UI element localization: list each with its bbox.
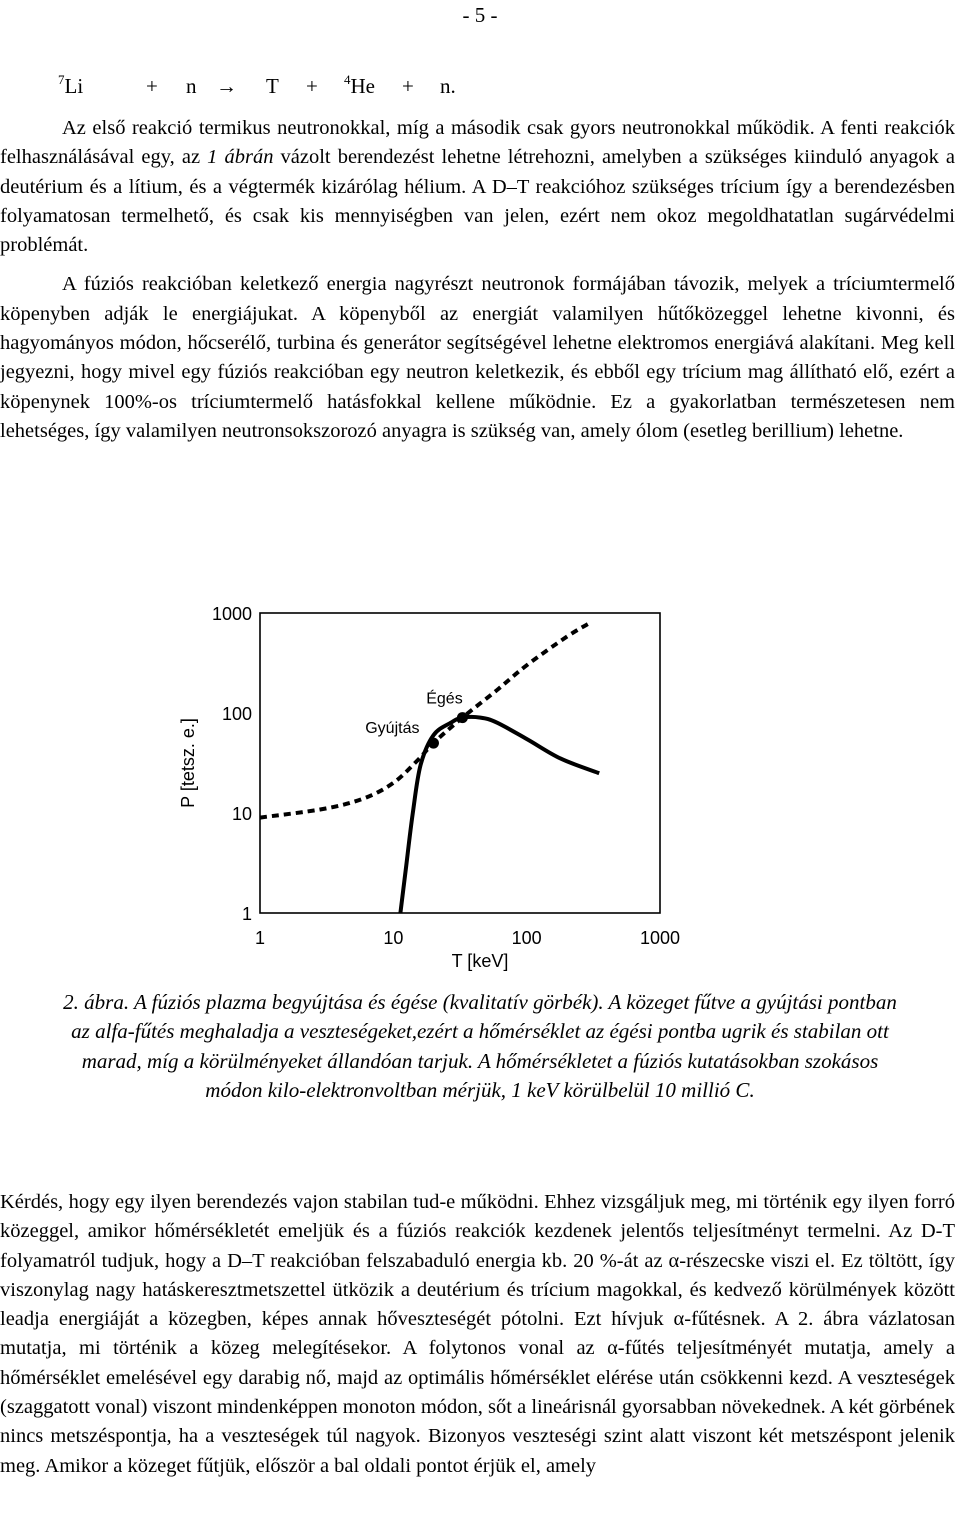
y-tick-label: 10 bbox=[231, 804, 252, 824]
helium-symbol: He bbox=[350, 74, 375, 98]
x-tick-label: 1 bbox=[254, 928, 266, 948]
nuclear-reaction-equation bbox=[58, 72, 456, 99]
lithium-symbol: Li bbox=[64, 74, 84, 98]
reaction-arrow: → bbox=[216, 74, 237, 98]
intersection-point-marker bbox=[457, 712, 468, 723]
ignition-burn-chart bbox=[150, 580, 750, 980]
page-number: - 5 - bbox=[462, 3, 498, 27]
burn-label: Égés bbox=[426, 690, 463, 708]
paragraph-2: A fúziós reakcióban keletkező energia nagyrészt neutronok formájában távozik, melyek a tríciumtermelő köpenyben adják le energiájukat. A köpenyből az energiát valamilyen hűtőközeggel lehetne kivonni, és hagyományos módon, hőcserélő, turbina és generátor segítségével lehetne elektromos energiává alakítani. Meg kell jegyezni, hogy mivel egy fúziós reakcióban egy neutron keletkezik, és ebből egy trícium mag állítható elő, ezért a köpenynek 100%-os tríciumtermelő hatásfokkal kellene működnie. Ez a gyakorlatban természetesen nem lehetséges, így valamilyen neutronsokszorozó anyagra is szükség van, amely ólom (esetleg berillium) lehetne. bbox=[0, 273, 955, 442]
plot-frame bbox=[260, 613, 660, 913]
neutron-symbol: n bbox=[186, 74, 197, 98]
y-tick-label: 1 bbox=[241, 904, 252, 924]
he-mass-number: 4 bbox=[344, 72, 351, 87]
x-tick-label: 100 bbox=[511, 928, 542, 948]
intersection-point-marker bbox=[428, 738, 439, 749]
plus-sign: + bbox=[146, 74, 158, 98]
plus-sign: + bbox=[402, 74, 414, 98]
tritium-symbol: T bbox=[266, 74, 279, 98]
x-axis-label: T [keV] bbox=[451, 951, 509, 971]
paragraph-1: Az első reakció termikus neutronokkal, míg a második csak gyors neutronokkal működik. A fenti reakciók felhasználásával egy, az 1 ábrán vázolt berendezést lehetne létrehozni, amelyben a szükséges kiinduló anyagok a deutérium és a lítium, és a végtermék kizárólag hélium. A D–T reakcióhoz szükséges trícium így a berendezésben folyamatosan termelhető, és csak kis mennyiségben van jelen, ezért nem okoz megoldhatatlan sugárvédelmi problémát. bbox=[0, 117, 955, 257]
li-mass-number: 7 bbox=[58, 72, 65, 87]
body-text-top bbox=[0, 114, 955, 446]
y-tick-label: 100 bbox=[221, 704, 252, 724]
x-tick-label: 1000 bbox=[639, 928, 681, 948]
figure-caption: 2. ábra. A fúziós plazma begyújtása és égése (kvalitatív görbék). A közeget fűtve a gyújtási pontban az alfa-fűtés meghaladja a veszteségeket,ezért a hőmérséklet az égési pontba ugrik és stabilan ott marad, míg a körülményeket állandóan tarjuk. A hőmérsékletet a fúziós kutatásokban szokásos módon kilo-elektronvoltban mérjük, 1 keV körülbelül 10 millió C. bbox=[63, 990, 897, 1102]
ignition-label: Gyújtás bbox=[365, 720, 420, 738]
paragraph-3: Kérdés, hogy egy ilyen berendezés vajon stabilan tud-e működni. Ehhez vizsgáljuk meg, mi történik egy ilyen forró közeggel, amikor hőmérsékletét emeljük és a fúziós reakciók kezdenek jelentős teljesítményt termelni. Az D-T folyamatról tudjuk, hogy a D–T reakcióban felszabaduló energia kb. 20 %-át az α-részecske viszi el. Ez töltött, így viszonylag nagy hatáskeresztmetszettel ütközik a deutérium és trícium magokkal, és kedvező körülmények között leadja energiáját a közegben, képes annak hőveszteségét pótolni. Ezt hívjuk α-fűtésnek. A 2. ábra vázlatosan mutatja, mi történik a közeg melegítésekor. A folytonos vonal az α-fűtés teljesítményét mutatja, amely a hőmérséklet emelésével egy darabig nő, majd az optimális hőmérséklet elérése után csökkenni kezd. A veszteségek (szaggatott vonal) viszont mindenképpen monoton módon, sőt a lineárisnál gyorsabban növekednek. A két görbének nincs metszéspontja, ha a veszteségek túl nagyok. Bizonyos veszteségi szint alatt viszont két metszéspont jelenik meg. Amikor a közeget fűtjük, először a bal oldali pontot érjük el, amely bbox=[0, 1191, 955, 1477]
x-tick-label: 10 bbox=[383, 928, 404, 948]
neutron-symbol: n. bbox=[440, 74, 456, 98]
plus-sign: + bbox=[306, 74, 318, 98]
y-axis-label: P [tetsz. e.] bbox=[178, 718, 198, 808]
y-tick-label: 1000 bbox=[211, 604, 252, 624]
loss-curve-dashed bbox=[260, 623, 590, 818]
body-text-bottom bbox=[0, 1188, 955, 1481]
figure-reference: 1 ábrán bbox=[207, 146, 274, 169]
